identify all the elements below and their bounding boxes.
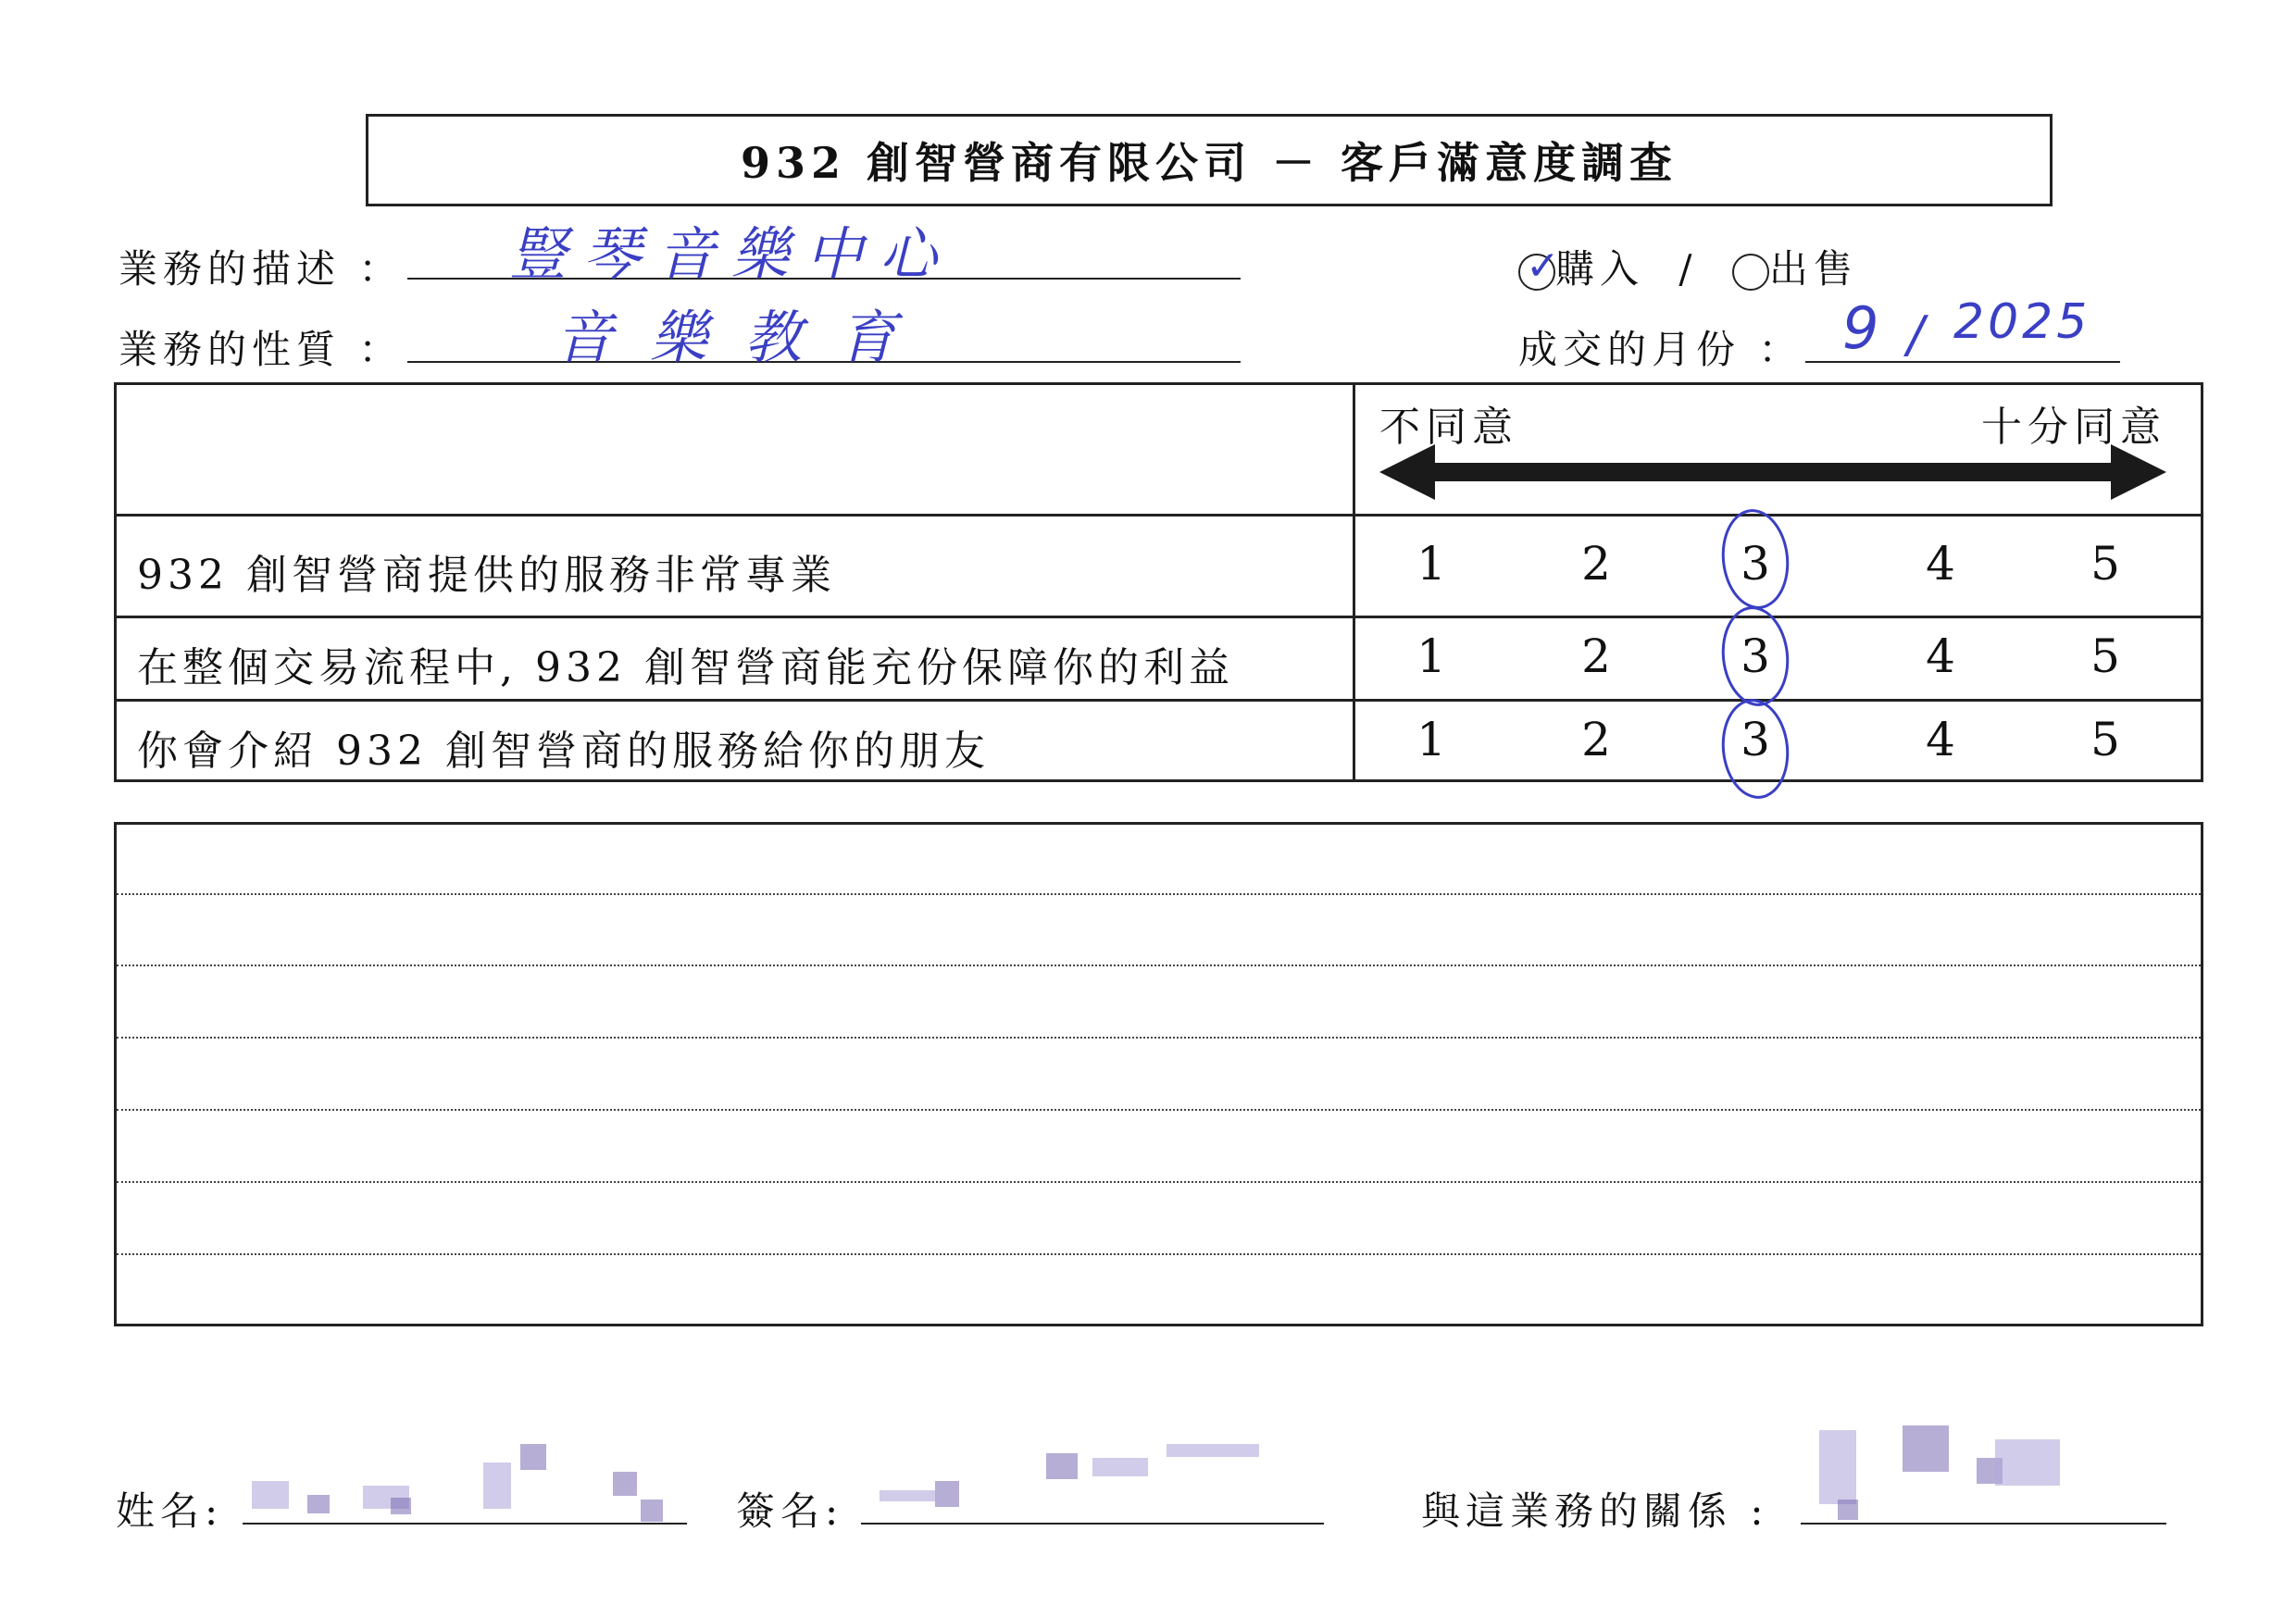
buy-label: 購入: [1555, 246, 1645, 292]
sell-label: 出售: [1768, 246, 1858, 292]
name-redacted: [243, 1444, 687, 1527]
sell-radio[interactable]: [1732, 254, 1769, 291]
question-1-text: 932 創智營商提供的服務非常專業: [137, 552, 836, 599]
comment-line: [117, 1109, 2201, 1111]
rating-option[interactable]: 5: [2090, 713, 2120, 766]
description-label: 業務的描述 ：: [119, 246, 404, 292]
nature-value[interactable]: 音樂教育: [555, 304, 934, 371]
signature-label: 簽名:: [736, 1488, 844, 1534]
table-row-line: [114, 514, 2203, 517]
table-row-line: [114, 616, 2203, 618]
month-value[interactable]: 9: [1842, 294, 1879, 362]
buy-radio[interactable]: [1518, 243, 1566, 291]
comment-line: [117, 893, 2201, 895]
comments-box[interactable]: [114, 822, 2203, 1326]
scale-right-label: 十分同意: [1981, 404, 2166, 451]
month-label: 成交的月份 ：: [1518, 327, 1803, 372]
nature-label: 業務的性質 ：: [119, 327, 404, 372]
rating-option[interactable]: 2: [1581, 629, 1611, 683]
rating-option[interactable]: 3: [1741, 629, 1770, 683]
comment-line: [117, 1037, 2201, 1039]
check-mark-icon: ✓: [1526, 243, 1566, 290]
comment-line: [117, 1253, 2201, 1255]
year-value[interactable]: 2025: [1953, 294, 2091, 350]
rating-option[interactable]: 1: [1416, 629, 1446, 683]
rating-option[interactable]: 3: [1741, 537, 1770, 591]
relation-label: 與這業務的關係 :: [1421, 1488, 1769, 1534]
comment-line: [117, 965, 2201, 966]
rating-option[interactable]: 5: [2090, 629, 2120, 683]
scale-left-label: 不同意: [1379, 404, 1518, 451]
date-separator: /: [1907, 305, 1925, 364]
form-title: 932 創智營商有限公司 － 客戶滿意度調查: [366, 114, 2053, 206]
buy-sell-group: [1518, 239, 1858, 294]
rating-option[interactable]: 3: [1741, 713, 1770, 766]
rating-option[interactable]: 5: [2090, 537, 2120, 591]
rating-option[interactable]: 2: [1581, 713, 1611, 766]
relation-redacted: [1801, 1421, 2152, 1523]
rating-option[interactable]: 1: [1416, 537, 1446, 591]
signature-redacted: [861, 1430, 1278, 1523]
signature-underline: [861, 1523, 1324, 1525]
table-divider: [1353, 382, 1355, 782]
relation-underline: [1801, 1523, 2166, 1525]
table-row-line: [114, 699, 2203, 702]
rating-option[interactable]: 4: [1926, 629, 1955, 683]
rating-option[interactable]: 4: [1926, 713, 1955, 766]
option-separator: /: [1678, 246, 1698, 292]
question-3-text: 你會介紹 932 創智營商的服務給你的朋友: [137, 728, 990, 775]
description-value[interactable]: 豎琴音樂中心: [509, 220, 955, 288]
question-2-text: 在整個交易流程中, 932 創智營商能充份保障你的利益: [137, 644, 1234, 691]
rating-option[interactable]: 1: [1416, 713, 1446, 766]
rating-option[interactable]: 2: [1581, 537, 1611, 591]
rating-option[interactable]: 4: [1926, 537, 1955, 591]
name-label: 姓名:: [116, 1488, 224, 1534]
double-arrow-icon: [1379, 444, 2166, 500]
comment-line: [117, 1181, 2201, 1183]
